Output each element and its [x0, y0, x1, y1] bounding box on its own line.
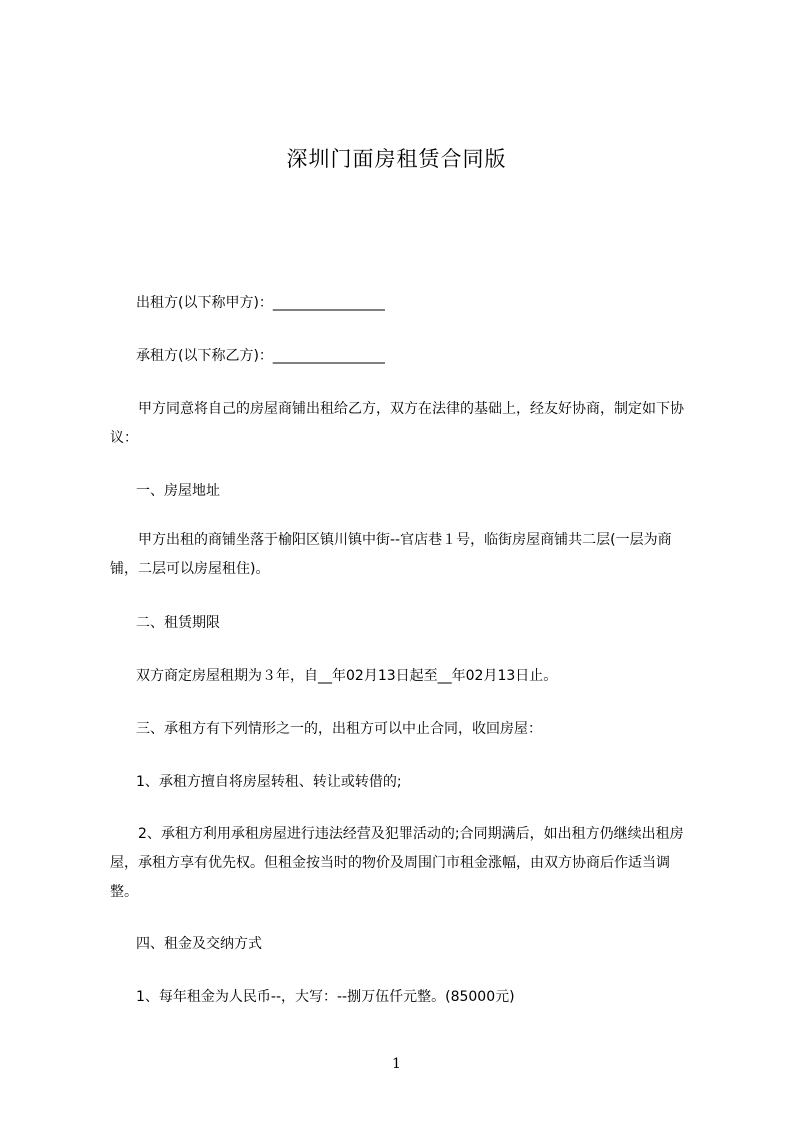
party-a-line: 出租方(以下称甲方)：________________: [136, 295, 385, 311]
intro-paragraph: [110, 395, 696, 453]
section2-heading: 二、租赁期限: [136, 615, 220, 631]
section3-heading: 三、承租方有下列情形之一的，出租方可以中止合同，收回房屋：: [136, 721, 542, 737]
section1-paragraph: [110, 526, 696, 584]
section4-item1: 1、每年租金为人民币--，大写：--捌万伍仟元整。(85000元): [136, 989, 515, 1005]
section3-item2-paragraph: [110, 820, 696, 907]
section2-text: 双方商定房屋租期为３年，自__年02月13日起至__年02月13日止。: [136, 668, 558, 684]
section4-heading: 四、租金及交纳方式: [136, 936, 262, 952]
section1-text: 甲方出租的商铺坐落于榆阳区镇川镇中街--官店巷１号，临街房屋商铺共二层(一层为商铺，二层可以房屋租住)。: [110, 532, 672, 577]
section1-heading: 一、房屋地址: [136, 483, 220, 499]
party-b-line: 承租方(以下称乙方)：________________: [136, 348, 385, 364]
page-number: 1: [392, 1056, 401, 1072]
intro-text: 甲方同意将自己的房屋商铺出租给乙方，双方在法律的基础上，经友好协商，制定如下协议：: [110, 401, 684, 446]
document-title: 深圳门面房租赁合同版: [286, 147, 507, 171]
section3-item1: 1、承租方擅自将房屋转租、转让或转借的;: [136, 774, 402, 790]
section3-item2-text: 2、承租方利用承租房屋进行违法经营及犯罪活动的;合同期满后，如出租方仍继续出租房屋，承租方享有优先权。但租金按当时的物价及周围门市租金涨幅，由双方协商后作适当调整。: [110, 826, 684, 900]
